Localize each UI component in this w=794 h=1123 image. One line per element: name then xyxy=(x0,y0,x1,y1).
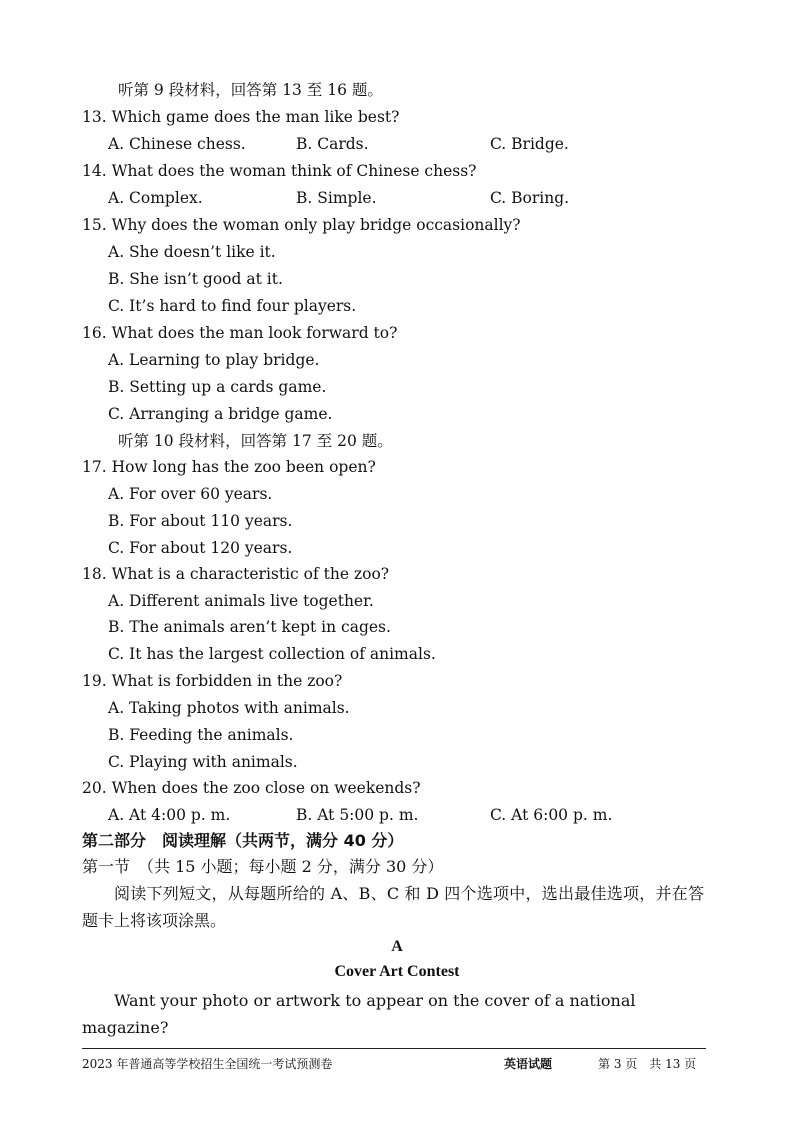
passage-letter: A xyxy=(391,938,403,955)
option-b: B. Setting up a cards game. xyxy=(108,378,327,396)
footer-divider xyxy=(82,1048,706,1049)
option-c: C. For about 120 years. xyxy=(108,539,293,557)
question-20: 20. When does the zoo close on weekends? xyxy=(82,779,421,797)
option-a: A. Learning to play bridge. xyxy=(108,351,320,369)
question-19: 19. What is forbidden in the zoo? xyxy=(82,672,343,690)
option-c: C. Playing with animals. xyxy=(108,753,298,771)
option-c: C. It’s hard to find four players. xyxy=(108,297,357,315)
passage-title: Cover Art Contest xyxy=(334,963,460,980)
reading-instructions: 阅读下列短文，从每题所给的 A、B、C 和 D 四个选项中，选出最佳选项，并在答题卡上将该项涂黑。 xyxy=(82,884,704,930)
option-c: C. Bridge. xyxy=(490,135,569,153)
option-c: C. It has the largest collection of animals. xyxy=(108,645,436,663)
question-14: 14. What does the woman think of Chinese chess? xyxy=(82,162,477,180)
part-two-heading: 第二部分 阅读理解（共两节，满分 40 分） xyxy=(82,831,404,850)
option-a: A. Taking photos with animals. xyxy=(108,699,350,717)
footer-subject: 英语试题 xyxy=(504,1057,553,1071)
option-c: C. Boring. xyxy=(490,189,570,207)
option-b: B. The animals aren’t kept in cages. xyxy=(108,618,391,636)
option-a: A. Different animals live together. xyxy=(108,592,374,610)
footer-exam-title: 2023 年普通高等学校招生全国统一考试预测卷 xyxy=(82,1057,333,1071)
option-c: C. Arranging a bridge game. xyxy=(108,405,333,423)
option-c: C. At 6:00 p. m. xyxy=(490,806,613,824)
question-13: 13. Which game does the man like best? xyxy=(82,108,400,126)
option-a: A. For over 60 years. xyxy=(108,485,273,503)
question-16: 16. What does the man look forward to? xyxy=(82,324,398,342)
section-one-heading: 第一节 （共 15 小题；每小题 2 分，满分 30 分） xyxy=(82,857,444,876)
listening-instruction-9: 听第 9 段材料，回答第 13 至 16 题。 xyxy=(118,81,383,99)
question-15: 15. Why does the woman only play bridge occasionally? xyxy=(82,216,521,234)
option-a: A. At 4:00 p. m. xyxy=(108,806,231,824)
option-b: B. At 5:00 p. m. xyxy=(296,806,419,824)
option-b: B. Simple. xyxy=(296,189,377,207)
option-a: A. She doesn’t like it. xyxy=(108,243,276,261)
passage-first-line: Want your photo or artwork to appear on the cover of a national magazine? xyxy=(82,991,636,1037)
option-b: B. For about 110 years. xyxy=(108,512,293,530)
option-b: B. Feeding the animals. xyxy=(108,726,294,744)
option-a: A. Complex. xyxy=(108,189,203,207)
listening-instruction-10: 听第 10 段材料，回答第 17 至 20 题。 xyxy=(118,432,393,450)
question-18: 18. What is a characteristic of the zoo? xyxy=(82,565,390,583)
question-17: 17. How long has the zoo been open? xyxy=(82,458,376,476)
option-b: B. Cards. xyxy=(296,135,369,153)
option-a: A. Chinese chess. xyxy=(108,135,246,153)
footer-page-info: 第 3 页 共 13 页 xyxy=(598,1057,697,1071)
option-b: B. She isn’t good at it. xyxy=(108,270,283,288)
